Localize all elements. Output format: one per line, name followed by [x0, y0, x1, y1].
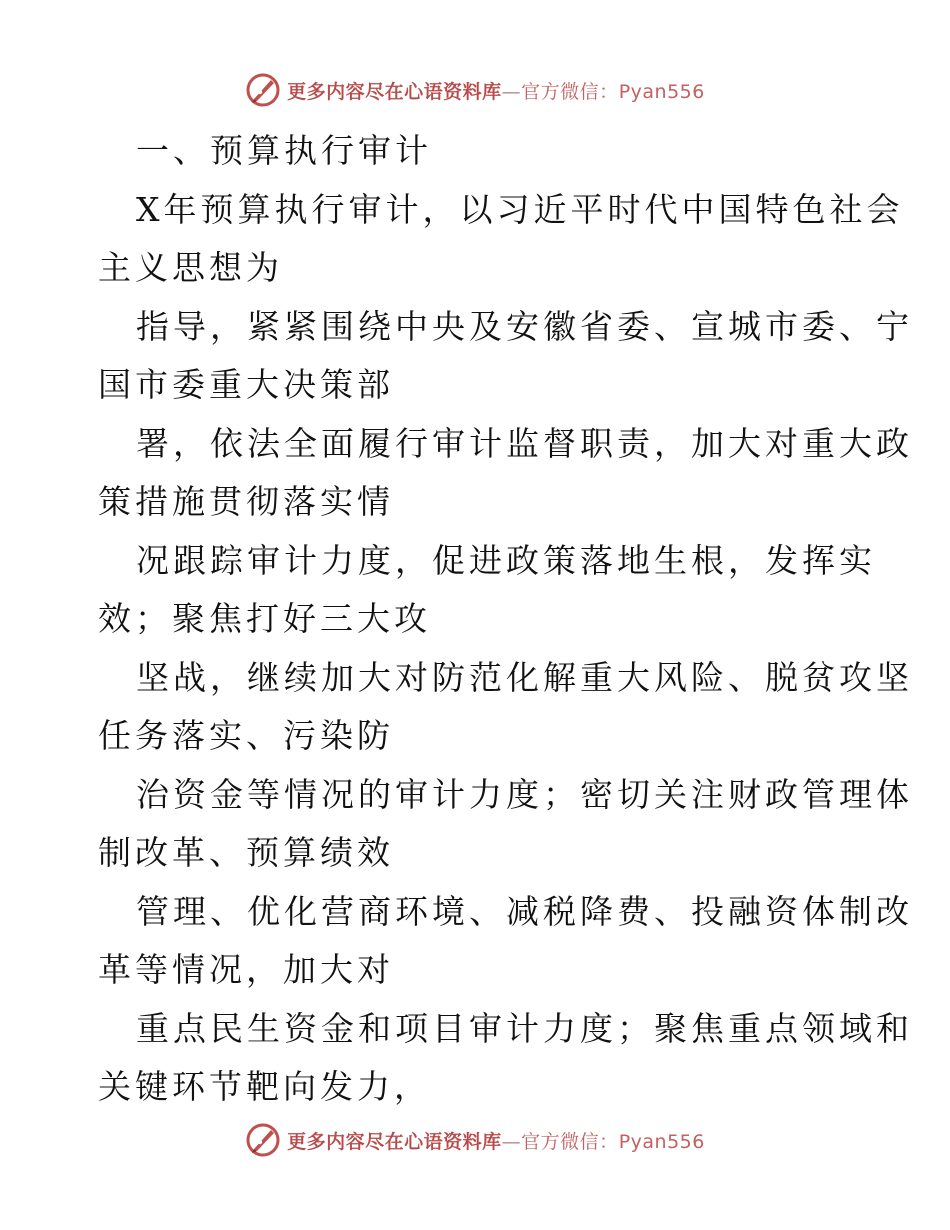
- watermark-main-text: 更多内容尽在心语资料库: [287, 1130, 502, 1153]
- paragraph-line: 主义思想为: [98, 248, 283, 287]
- paragraph-line: 国市委重大决策部: [98, 365, 394, 404]
- watermark-wechat-label: 官方微信：: [521, 80, 619, 103]
- paragraph-line: 制改革、预算绩效: [98, 833, 394, 872]
- paragraph-line: 管理、优化营商环境、减税降费、投融资体制改: [136, 891, 913, 931]
- paragraph-line: 策措施贯彻落实情: [98, 482, 394, 521]
- paragraph-line: 治资金等情况的审计力度；密切关注财政管理体: [136, 774, 913, 814]
- watermark-wechat-label: 官方微信：: [521, 1130, 619, 1153]
- quill-pen-logo-icon: [245, 1122, 281, 1158]
- watermark-separator: —: [501, 80, 522, 103]
- watermark-separator: —: [501, 1130, 522, 1153]
- section-heading: 一、预算执行审计: [136, 131, 432, 170]
- quill-pen-logo-icon: [245, 72, 281, 108]
- paragraph-line: 效；聚焦打好三大攻: [98, 599, 431, 638]
- document-body: [98, 122, 913, 1117]
- paragraph-line: 关键环节靶向发力，: [98, 1067, 431, 1106]
- footer-watermark: [0, 1120, 950, 1160]
- paragraph-line: 况跟踪审计力度，促进政策落地生根，发挥实: [136, 540, 876, 580]
- paragraph-line: X年预算执行审计，以习近平时代中国特色社会: [136, 189, 904, 229]
- paragraph-line: 革等情况，加大对: [98, 950, 394, 989]
- header-watermark: [0, 70, 950, 110]
- paragraph-line: 指导，紧紧围绕中央及安徽省委、宣城市委、宁: [136, 306, 913, 346]
- paragraph-line: 重点民生资金和项目审计力度；聚焦重点领域和: [136, 1008, 913, 1048]
- watermark-wechat-id: Pyan556: [618, 1130, 705, 1153]
- watermark-wechat-id: Pyan556: [618, 80, 705, 103]
- paragraph-line: 任务落实、污染防: [98, 716, 394, 755]
- paragraph-line: 坚战，继续加大对防范化解重大风险、脱贫攻坚: [136, 657, 913, 697]
- paragraph-line: 署，依法全面履行审计监督职责，加大对重大政: [136, 423, 913, 463]
- watermark-main-text: 更多内容尽在心语资料库: [287, 80, 502, 103]
